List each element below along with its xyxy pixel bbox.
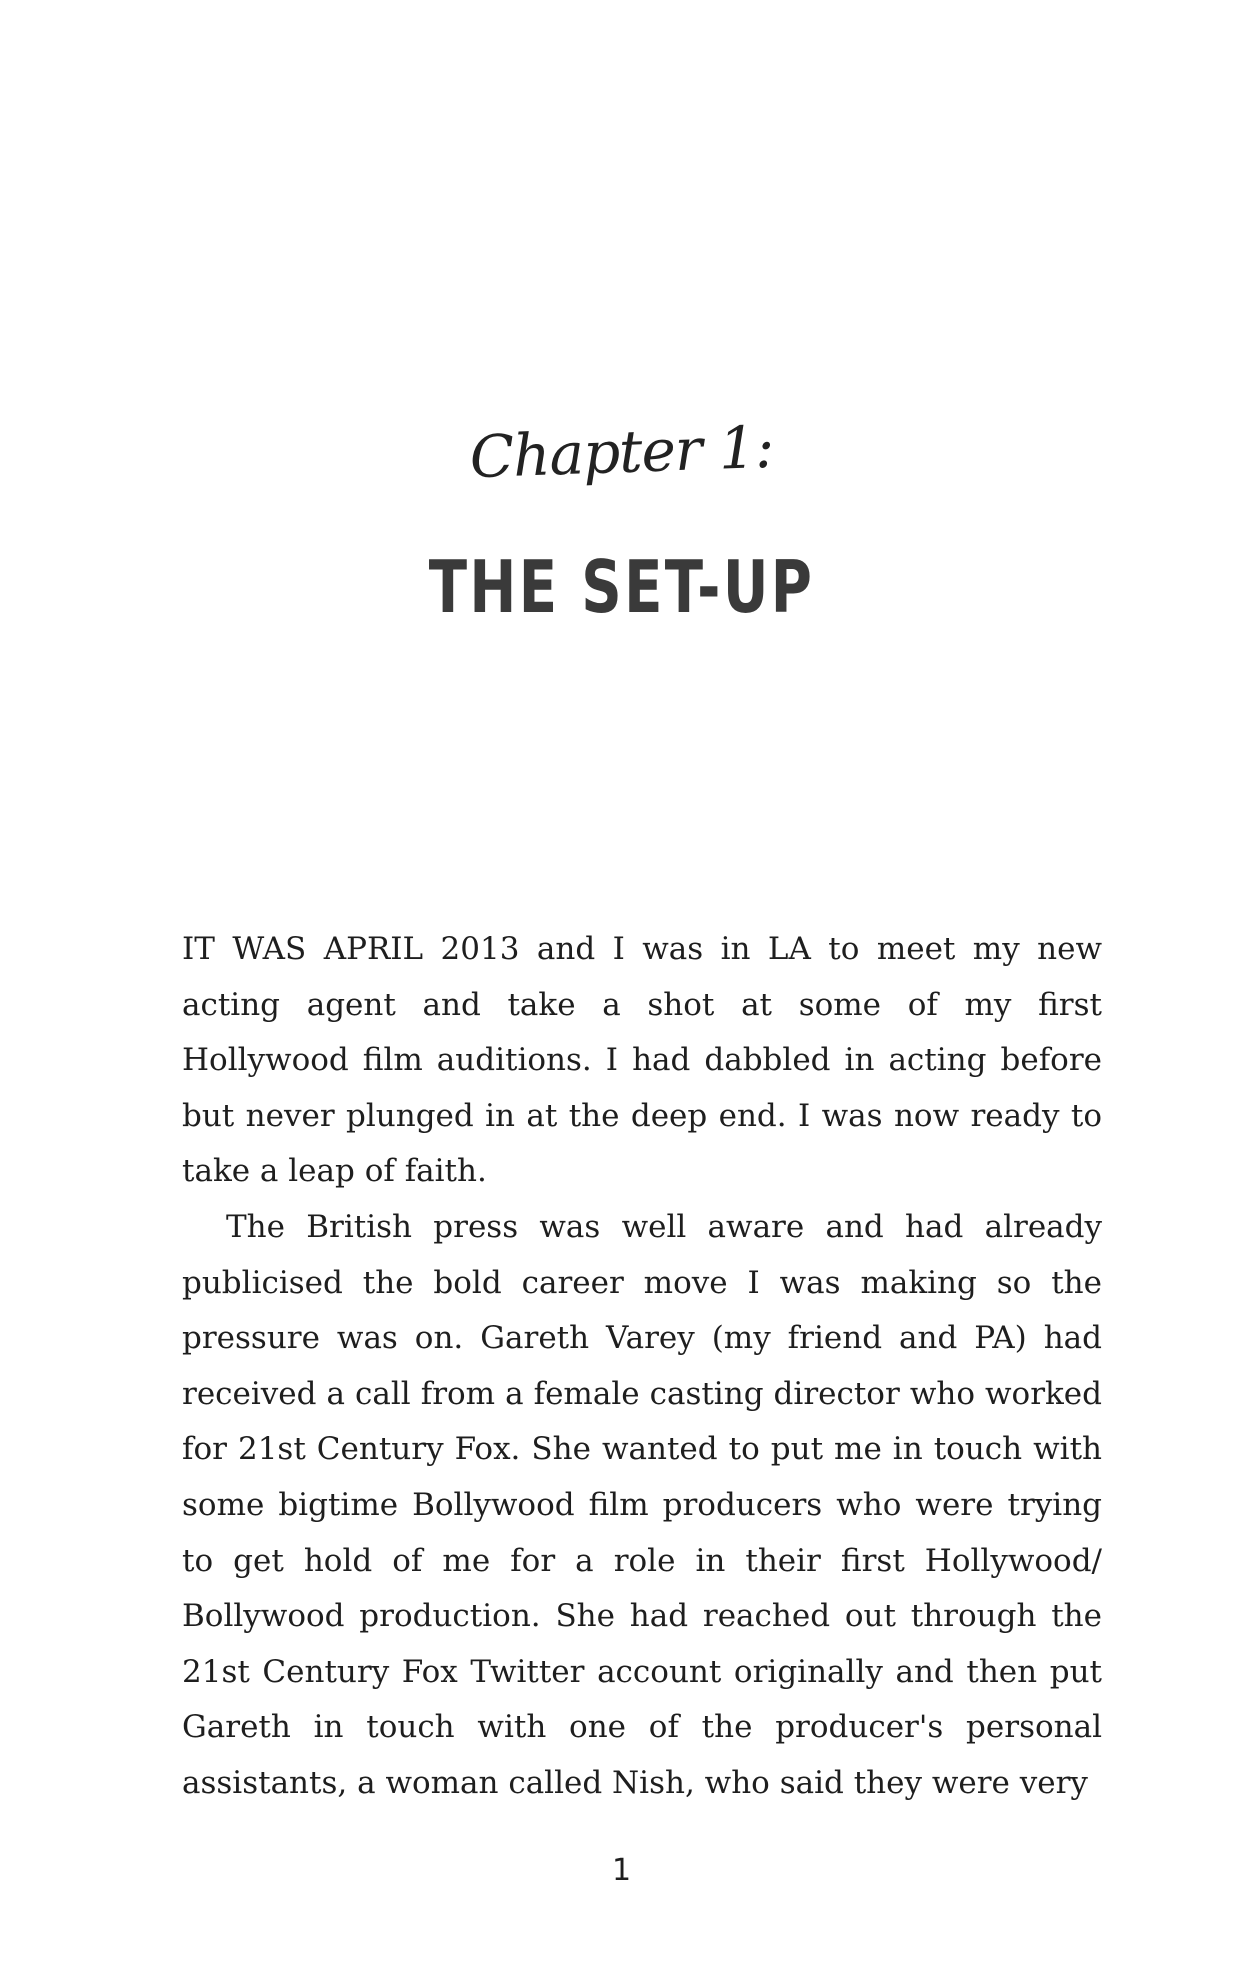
chapter-title: THE SET-UP [428, 545, 815, 629]
paragraph-2: The British press was well aware and had already publicised the bold career move I was making so the pressure was on. Gareth Varey (my friend and PA) had received a call from a female casting director who worked for 21st Century Fox. She wanted to put me in touch with some bigtime Bollywood film producers who were trying to get hold of me for a role in their first Hollywood/ Bollywood production. She had reached out through the 21st Century Fox Twitter account originally and then put Gareth in touch with one of the producer's personal assistants, a woman called Nish, who said they were very [182, 1208, 1102, 1801]
paragraph-1: IT WAS APRIL 2013 and I was in LA to meet my new acting agent and take a shot at some of my first Hollywood film auditions. I had dabbled in acting before but never plunged in at the deep end. I was now ready to take a leap of faith. [182, 931, 1102, 1190]
page-number: 1 [611, 1853, 632, 1888]
chapter-body [182, 922, 1102, 1812]
chapter-label: Chapter 1: [468, 412, 775, 492]
